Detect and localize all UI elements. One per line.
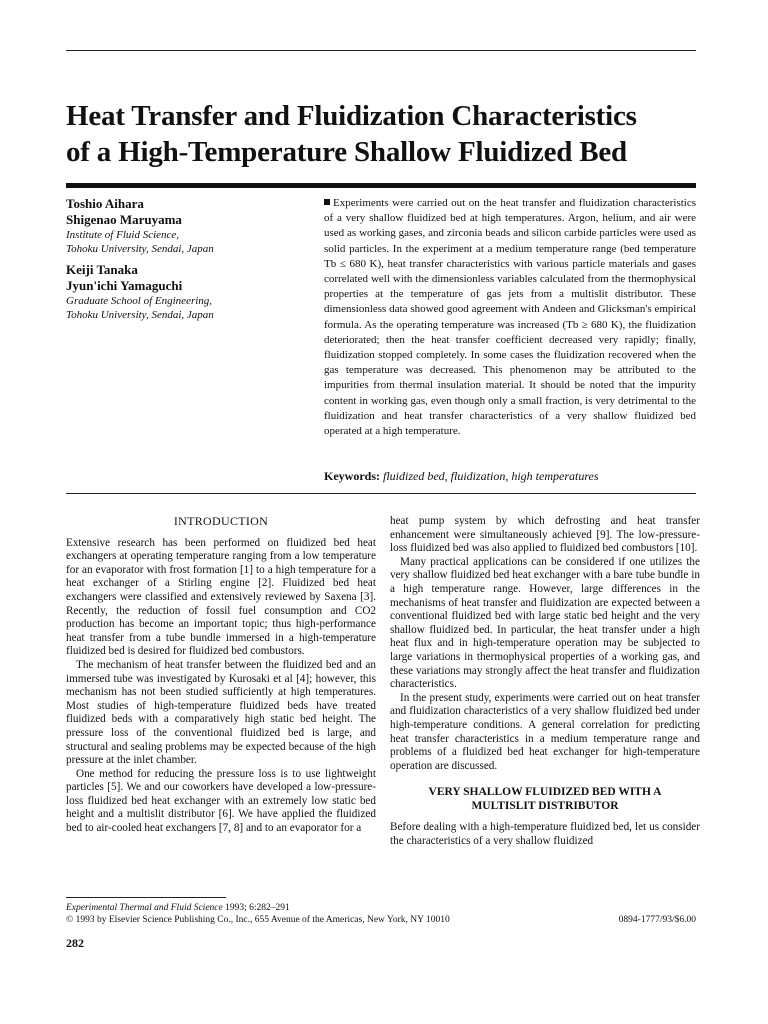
affiliation-line: Tohoku University, Sendai, Japan	[66, 243, 214, 255]
right-column	[390, 515, 700, 848]
page-number: 282	[66, 936, 84, 950]
author-group-2	[66, 262, 306, 322]
paper-title	[66, 98, 706, 170]
affiliation-line: Graduate School of Engineering,	[66, 295, 213, 307]
copyright-line: © 1993 by Elsevier Science Publishing Co., Inc., 655 Avenue of the Americas, New York, NY 10010	[66, 915, 450, 925]
footer	[66, 902, 696, 926]
author-group-1	[66, 196, 306, 256]
section-rule	[66, 493, 696, 494]
section-heading-shallow-bed	[390, 785, 700, 813]
body-paragraph: The mechanism of heat transfer between the fluidized bed and an immersed tube was investigated by Kurosaki et al [4]; however, this mechanism has not been studied sufficiently at high temperatures. Most studies of high-temperature fluidized beds have treated fluidized beds with a comparatively high static bed height. The pressure loss of the conventional fluidized bed is large, and structural and sealing problems may be expected because of the high pressure at the inlet chamber.	[66, 658, 376, 767]
heading-line: MULTISLIT DISTRIBUTOR	[471, 800, 619, 813]
body-paragraph: Before dealing with a high-temperature fluidized bed, let us consider the characteristics of a very shallow fluidized	[390, 821, 700, 847]
title-rule	[66, 183, 696, 188]
heading-line: VERY SHALLOW FLUIDIZED BED WITH A	[428, 786, 662, 799]
journal-name: Experimental Thermal and Fluid Science	[66, 903, 223, 913]
section-heading-introduction: INTRODUCTION	[173, 514, 269, 528]
keywords	[324, 468, 696, 484]
journal-volume: 1993; 6:282–291	[222, 903, 290, 913]
body-paragraph: Many practical applications can be considered if one utilizes the very shallow fluidized bed heat exchanger with a bare tube bundle in a high temperature range. However, large differences in the mechanisms of heat transfer and fluidization are expected between a conventional fluidized bed with large static bed height and the very shallow fluidized bed. In particular, the heat transfer under a high heat flux and in high-temperature operation may be subjected to large variations in thermophysical properties of a working gas, and these variations may strongly affect the heat transfer and fluidization characteristics.	[390, 555, 700, 691]
author-affiliation	[66, 294, 306, 322]
author-name: Shigenao Maruyama	[66, 212, 182, 227]
body-paragraph: In the present study, experiments were carried out on heat transfer and fluidization characteristics of a very shallow fluidized bed under high-temperature conditions. A general correlation for predicting heat transfer characteristics in a medium temperature range and problems of a fluidized bed heat exchanger for high-temperature operation are discussed.	[390, 691, 700, 772]
body-paragraph: Extensive research has been performed on fluidized bed heat exchangers at operating temperature ranging from a low temperature for an evaporator with frost formation [1] to a high temperature for a heat exchanger of a Stirling engine [2]. Fluidized bed heat exchangers were classified and extensively reviewed by Saxena [3]. Recently, the reduction of fossil fuel consumption and CO2 production has become an important topic; thus high-performance heat transfer from a tube bundle immersed in a high-temperature fluidized bed is desired for fluidized bed combustors.	[66, 536, 376, 658]
abstract-text: Experiments were carried out on the heat transfer and fluidization characteristics of a very shallow fluidized bed at high temperatures. Argon, helium, and air were used as working gases, and zirconia beads and silicon carbide particles were used as solid particles. In the experiment at a medium temperature range (bed temperature Tb ≤ 680 K), heat transfer characteristics with various particle materials and gases correlated well with the dimensionless variables calculated from the thermophysical properties at the temperature of gas jets from a multislit distributor. These dimensionless data showed good agreement with Andeen and Glicksman's empirical formula. As the operating temperature was increased (Tb ≥ 680 K), the fluidization deteriorated; then the heat transfer coefficient decreased very rapidly; finally, fluidization stopped completely. In some cases the fluidization recovered when the gas temperature was decreased. This phenomenon may be attributed to the impurities from thermal insulation material. It should be noted that the impurity content in working gas, even though only a small fraction, is very detrimental to the fluidization and heat transfer characteristics of a very shallow fluidized bed operated at a high temperature.	[324, 197, 696, 438]
author-name: Jyun'ichi Yamaguchi	[66, 278, 183, 293]
journal-citation	[66, 902, 696, 914]
article-code: 0894-1777/93/$6.00	[618, 915, 696, 925]
affiliation-line: Institute of Fluid Science,	[66, 229, 180, 241]
author-name: Keiji Tanaka	[66, 262, 138, 277]
author-name: Toshio Aihara	[66, 196, 144, 211]
abstract	[324, 196, 696, 439]
keywords-label: Keywords:	[324, 469, 380, 483]
bullet-icon	[324, 199, 330, 205]
body-paragraph: One method for reducing the pressure loss is to use lightweight particles [5]. We and our coworkers have developed a low-pressure-loss fluidized bed heat exchanger with an extremely low static bed height and a multislit distributor [6]. We have applied the fluidized bed to air-cooled heat exchangers [7, 8] and to an evaporator for a	[66, 767, 376, 835]
author-affiliation	[66, 228, 306, 256]
left-column	[66, 515, 376, 836]
footer-rule	[66, 897, 226, 898]
body-paragraph: heat pump system by which defrosting and heat transfer enhancement were simultaneously achieved [9]. The low-pressure-loss fluidized bed was also applied to fluidized bed combustors [10].	[390, 515, 700, 555]
affiliation-line: Tohoku University, Sendai, Japan	[66, 309, 214, 321]
keywords-text: fluidized bed, fluidization, high temperatures	[383, 469, 599, 483]
title-line-2: of a High-Temperature Shallow Fluidized Bed	[66, 136, 627, 168]
author-block	[66, 196, 306, 328]
top-rule	[66, 50, 696, 51]
title-line-1: Heat Transfer and Fluidization Characteristics	[66, 100, 637, 132]
